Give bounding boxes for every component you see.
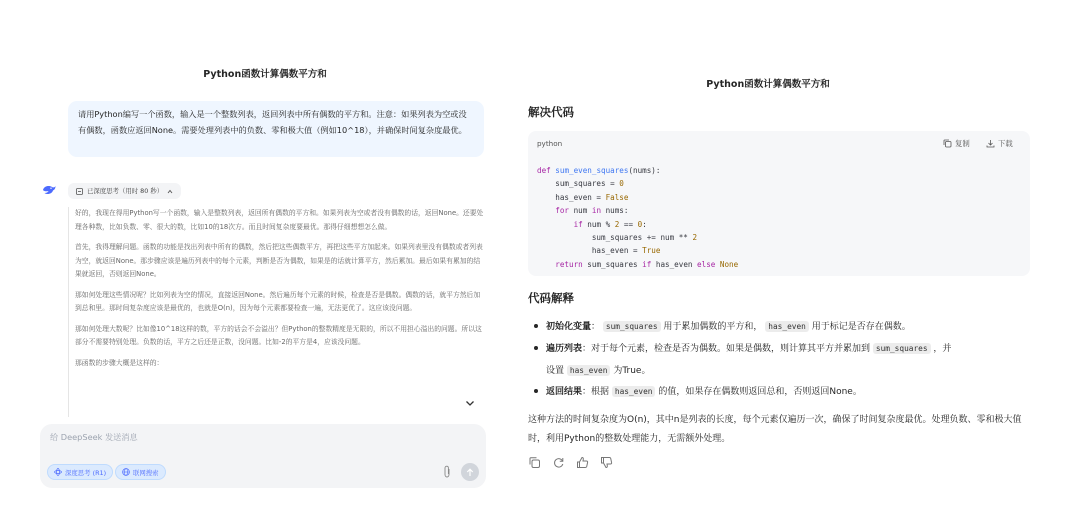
copy-icon (943, 139, 952, 148)
thumbs-down-icon[interactable] (600, 456, 613, 469)
list-item: 遍历列表：对于每个元素，检查是否为偶数。如果是偶数，则计算其平方并累加到 sum_squares ，并 设置 has_even 为True。 (534, 338, 1030, 382)
conversation-title: Python函数计算偶数平方和 (706, 79, 830, 90)
globe-icon (122, 468, 130, 476)
code-line: sum_squares = 0 (537, 179, 624, 189)
attach-icon[interactable] (442, 465, 452, 478)
conversation-title: Python函数计算偶数平方和 (203, 69, 327, 80)
thinking-paragraph: 好的，我现在得用Python写一个函数，输入是整数列表，返回所有偶数的平方和。如果列表为空或者没有偶数的话，返回None。还要处理各种数，比如负数、零、很大的数，比如10的18次方。而且时间复杂度要最优。那得仔细想想怎么做。 (75, 209, 484, 231)
list-item: 初始化变量： sum_squares 用于累加偶数的平方和， has_even 用于标记是否存在偶数。 (534, 316, 911, 338)
code-line: sum_squares += num ** 2 (537, 233, 698, 243)
send-button[interactable] (461, 463, 479, 481)
copy-button[interactable] (943, 138, 970, 149)
thinking-toggle-button[interactable] (68, 183, 181, 199)
list-item: 返回结果：根据 has_even 的值，如果存在偶数则返回总和，否则返回None。 (534, 381, 862, 403)
message-input[interactable]: 给 DeepSeek 发送消息 (50, 432, 138, 442)
send-icon (466, 468, 474, 477)
thinking-label: 已深度思考（用时 80 秒） (87, 187, 164, 195)
section-heading: 解决代码 (528, 105, 574, 119)
atom-icon (54, 468, 62, 476)
thinking-paragraph: 那如何处理这些情况呢？比如列表为空的情况，直接返回None。然后遍历每个元素的时候，检查是否是偶数。偶数的话，就平方然后加到总和里。那时间复杂度应该是最优的，也就是O(n)，因为每个元素都要检查一遍，无法更优了。这应该没问题。 (75, 290, 481, 312)
web-search-button[interactable] (115, 464, 166, 480)
copy-icon[interactable] (528, 456, 541, 469)
download-label: 下载 (998, 139, 1013, 148)
refresh-icon[interactable] (552, 456, 565, 469)
user-message-bubble: 请用Python编写一个函数，输入是一个整数列表，返回列表中所有偶数的平方和。注意：如果列表为空或没有偶数，函数应返回None。需要处理列表中的负数、零和极大值（例如10^18），并确保时间复杂度最优。 (68, 101, 484, 157)
download-icon (986, 139, 995, 148)
summary-paragraph: 这种方法的时间复杂度为O(n)，其中n是列表的长度，每个元素仅遍历一次，确保了时间复杂度最优。处理负数、零和极大值时，利用Python的整数处理能力，无需额外处理。 (528, 415, 1022, 444)
code-line: if num % 2 == 0: (537, 219, 647, 229)
code-line: for num in nums: (537, 206, 629, 216)
chevron-down-icon[interactable] (464, 398, 476, 408)
thinking-paragraph: 首先，我得理解问题。函数的功能是找出列表中所有的偶数，然后把这些偶数平方，再把这些平方加起来。如果列表里没有偶数或者列表为空，就返回None。那步骤应该是遍历列表中的每个元素，判断是否为偶数，如果是的话就计算平方，然后累加。最后如果有累加的结果就返回，否则返回None。 (75, 243, 483, 278)
code-line: has_even = False (537, 192, 629, 202)
deep-think-label: 深度思考 (R1) (65, 468, 107, 477)
code-line: has_even = True (537, 246, 661, 256)
section-heading: 代码解释 (528, 291, 574, 305)
code-line: def sum_even_squares(nums): (537, 166, 661, 175)
code-language-label: python (537, 139, 563, 148)
download-button[interactable] (986, 138, 1013, 149)
thumbs-up-icon[interactable] (576, 456, 589, 469)
thinking-paragraph: 那函数的步骤大概是这样的： (75, 358, 164, 367)
web-search-label: 联网搜索 (133, 468, 159, 477)
think-icon (76, 188, 83, 195)
code-content (537, 164, 738, 271)
whale-logo-icon (42, 184, 56, 196)
chevron-up-icon (167, 189, 173, 194)
thinking-paragraph: 那如何处理大数呢？比如像10^18这样的数，平方的话会不会溢出？但Python的整数精度是无限的，所以不用担心溢出的问题。所以这部分不需要特别处理。负数的话，平方之后还是正数，没问题。比如-2的平方是4，应该没问题。 (75, 324, 482, 346)
code-line: return sum_squares if has_even else None (537, 259, 739, 269)
copy-label: 复制 (955, 139, 970, 148)
thinking-fade (70, 380, 484, 420)
deep-think-button[interactable] (47, 464, 113, 480)
